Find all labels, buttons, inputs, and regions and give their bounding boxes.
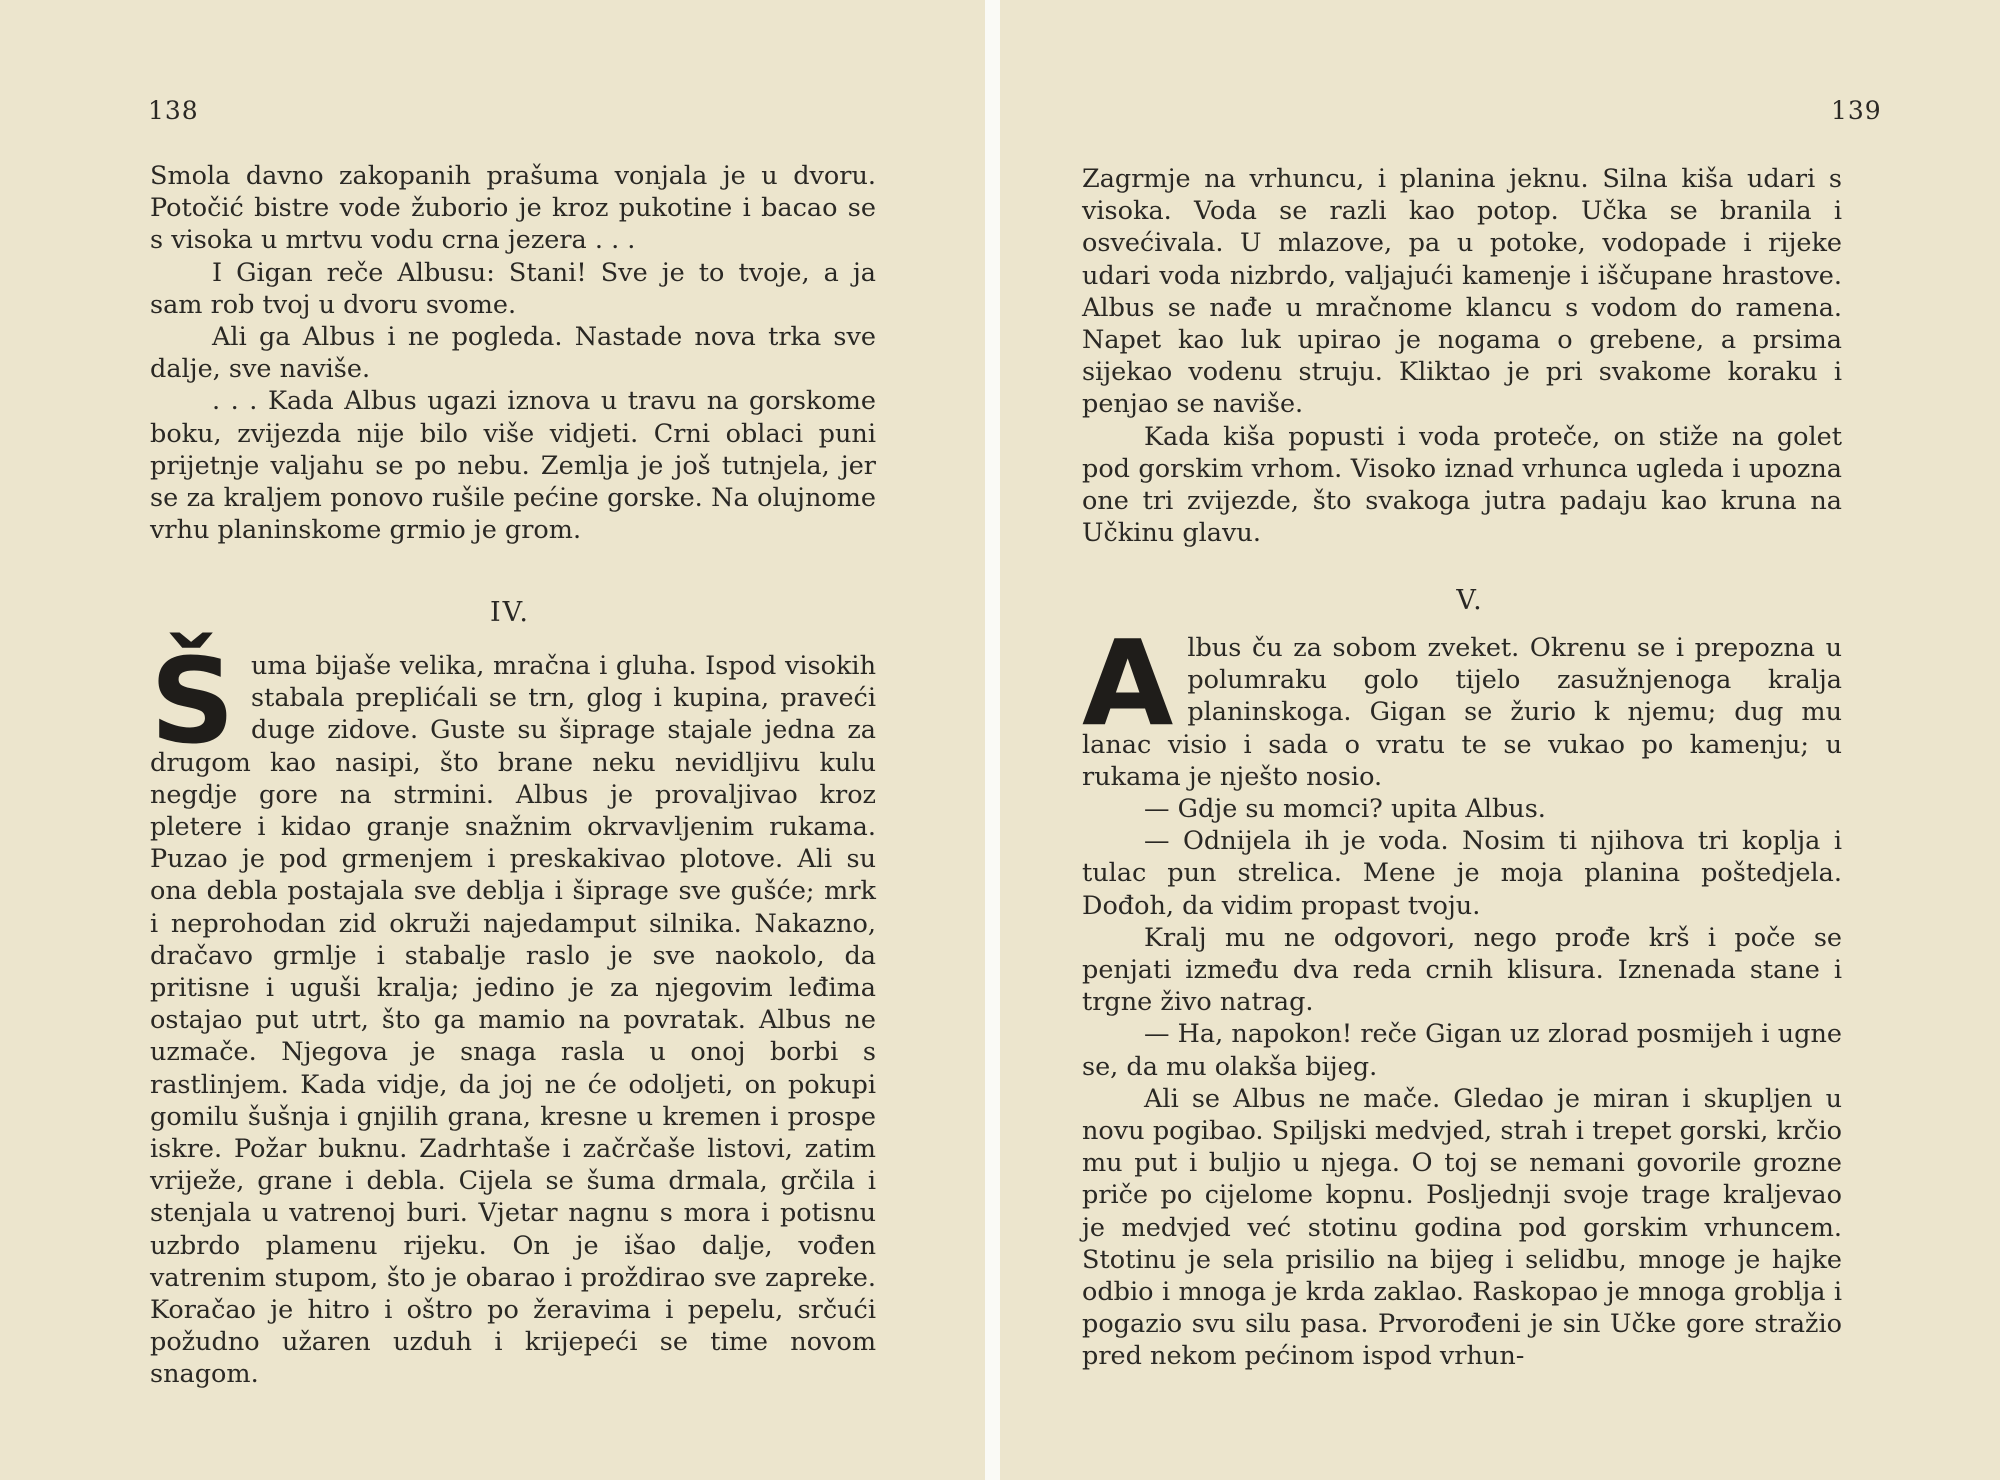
- paragraph: Kralj mu ne odgovori, nego prođe krš i poče se penjati između dva reda crnih klisura. Iznenada stane i trgne živo natrag.: [1082, 922, 1842, 1018]
- chapter-heading-v: V.: [1456, 585, 1484, 616]
- paragraph: Smola davno zakopanih prašuma vonjala je u dvoru. Potočić bistre vode žuborio je kroz pukotine i bacao se s visoka u mrtvu vodu crna jezera . . .: [150, 161, 876, 256]
- drop-cap-s: Š: [150, 632, 235, 770]
- paragraph: I Gigan reče Albusu: Stani! Sve je to tvoje, a ja sam rob tvoj u dvoru svome.: [150, 257, 876, 320]
- paragraph: Kada kiša popusti i voda proteče, on stiže na golet pod gorskim vrhom. Visoko iznad vrhunca ugleda i upozna one tri zvijezde, što svakoga jutra padaju kao kruna na Učkinu glavu.: [1082, 421, 1842, 549]
- right-chapter-text: [1082, 614, 1842, 1373]
- paragraph: lbus ču za sobom zveket. Okrenu se i prepozna u polumraku golo tijelo zasužnjenoga kralja planinskoga. Gigan se žurio k njemu; dug mu lanac visio i sada o vratu te se vukao po kamenju; u rukama je nješto nosio.: [1082, 633, 1842, 792]
- left-top-text: [150, 160, 876, 546]
- page-number-right: 139: [1831, 96, 1882, 125]
- paragraph: — Odnijela ih je voda. Nosim ti njihova tri koplja i tulac pun strelica. Mene je moja planina poštedjela. Dođoh, da vidim propast tvoju.: [1082, 826, 1842, 921]
- paragraph: Zagrmje na vrhuncu, i planina jeknu. Silna kiša udari s visoka. Voda se razli kao potop. Učka se branila i osvećivala. U mlazove, pa u potoke, vodopade i rijeke udari voda nizbrdo, valjajući kamenje i iščupane hrastove. Albus se nađe u mračnome klancu s vodom do ramena. Napet kao luk upirao je nogama o grebene, a prsima sijekao vodenu struju. Kliktao je pri svakome koraku i penjao se naviše.: [1082, 164, 1842, 420]
- page-gutter: [985, 0, 1000, 1480]
- right-page: [1000, 0, 2000, 1480]
- drop-cap-a: A: [1082, 614, 1174, 752]
- paragraph: Ali se Albus ne mače. Gledao je miran i skupljen u novu pogibao. Spiljski medvjed, strah i trepet gorski, krčio mu put i buljio u njega. O toj se nemani govorile grozne priče po cijelome kopnu. Posljednji svoje trage kraljevao je medvjed već stotinu godina pod gorskim vrhuncem. Stotinu je sela prisilio na bijeg i selidbu, mnoge je hajke odbio i mnoga je krda zaklao. Raskopao je mnoga groblja i pogazio svu silu pasa. Prvorođeni je sin Učke gore stražio pred nekom pećinom ispod vrhun-: [1082, 1083, 1842, 1372]
- left-page: [0, 0, 985, 1480]
- right-top-text: [1082, 163, 1842, 549]
- chapter-heading-iv: IV.: [489, 597, 531, 628]
- paragraph: . . . Kada Albus ugazi iznova u travu na gorskome boku, zvijezda nije bilo više vidjeti. Crni oblaci puni prijetnje valjahu se po nebu. Zemlja je još tutnjela, jer se za kraljem ponovo rušile pećine gorske. Na olujnome vrhu planinskome grmio je grom.: [150, 386, 876, 546]
- page-number-left: 138: [148, 96, 199, 125]
- paragraph: — Ha, napokon! reče Gigan uz zlorad posmijeh i ugne se, da mu olakša bijeg.: [1082, 1019, 1842, 1082]
- left-chapter-text: [150, 632, 876, 1391]
- paragraph: Ali ga Albus i ne pogleda. Nastade nova trka sve dalje, sve naviše.: [150, 322, 876, 385]
- paragraph: — Gdje su momci? upita Albus.: [1144, 794, 1546, 825]
- paragraph: uma bijaše velika, mračna i gluha. Ispod visokih stabala preplićali se trn, glog i kupina, praveći duge zidove. Guste su šiprage stajale jedna za drugom kao nasipi, što brane neku nevidljivu kulu negdje gore na strmini. Albus je provaljivao kroz pletere i kidao granje snažnim okrvavljenim rukama. Puzao je pod grmenjem i preskakivao plotove. Ali su ona debla postajala sve deblja i šiprage sve gušće; mrk i neprohodan zid okruži najedamput silnika. Nakazno, dračavo grmlje i stabalje raslo je sve naokolo, da pritisne i uguši kralja; jedino je za njegovim leđima ostajao put utrt, što ga mamio na povratak. Albus ne uzmače. Njegova je snaga rasla u onoj borbi s rastlinjem. Kada vidje, da joj ne će odoljeti, on pokupi gomilu šušnja i gnjilih grana, kresne u kremen i prospe iskre. Požar buknu. Zadrhtaše i začrčaše listovi, zatim vriježe, grane i debla. Cijela se šuma drmala, grčila i stenjala u vatrenoj buri. Vjetar nagnu s mora i potisnu uzbrdo plamenu rijeku. On je išao dalje, vođen vatrenim stupom, što je obarao i proždirao sve zapreke. Koračao je hitro i oštro po žeravima i pepelu, srčući požudno užaren uzduh i krijepeći se time novom snagom.: [150, 651, 876, 1390]
